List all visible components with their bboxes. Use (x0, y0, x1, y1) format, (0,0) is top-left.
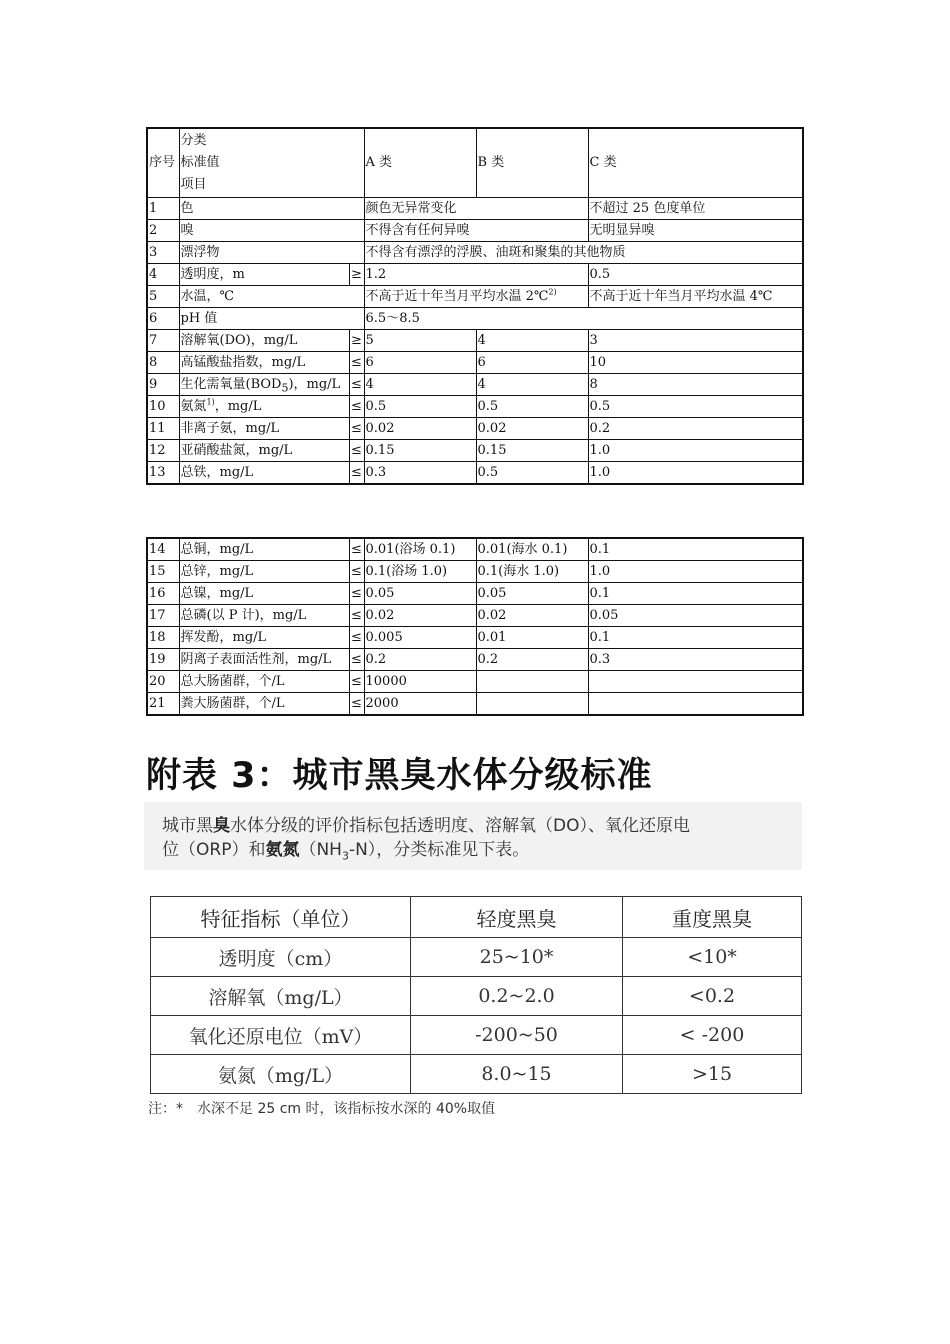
row-value-c: 1.0 (588, 561, 803, 583)
row-value-a: 4 (364, 374, 476, 396)
row-value-c (588, 671, 803, 693)
table-row (151, 1055, 802, 1094)
row-value-a: 10000 (364, 671, 476, 693)
row-value-b: 4 (476, 374, 588, 396)
row-number: 21 (147, 693, 179, 716)
row-comparator: ≤ (349, 352, 364, 374)
row-item: 阴离子表面活性剂，mg/L (179, 649, 349, 671)
row-value-b: 0.05 (476, 583, 588, 605)
row-comparator: ≤ (349, 649, 364, 671)
table-row (147, 308, 803, 330)
table-header-row (147, 128, 803, 198)
row-comparator: ≤ (349, 605, 364, 627)
row-value-a: 0.3 (364, 462, 476, 485)
row-value-c: 3 (588, 330, 803, 352)
row-number: 2 (147, 220, 179, 242)
heavy-value-cell: <10* (623, 938, 802, 977)
grading-header-row (151, 897, 802, 938)
header-light: 轻度黑臭 (411, 897, 623, 938)
row-comparator: ≤ (349, 396, 364, 418)
table-row (147, 462, 803, 485)
row-value-b: 0.15 (476, 440, 588, 462)
row-comparator: ≤ (349, 418, 364, 440)
row-number: 4 (147, 264, 179, 286)
header-no: 序号 (147, 128, 179, 198)
black-odor-grading-table (150, 896, 802, 1094)
row-value-ab: 不得含有任何异嗅 (364, 220, 588, 242)
row-item: pH 值 (179, 308, 364, 330)
row-number: 9 (147, 374, 179, 396)
water-quality-table-part1 (146, 127, 804, 485)
row-value-b: 0.02 (476, 418, 588, 440)
row-value-b (476, 693, 588, 716)
row-value-ab: 颜色无异常变化 (364, 198, 588, 220)
row-comparator: ≥ (349, 330, 364, 352)
row-value-c: 0.1 (588, 627, 803, 649)
row-value-b (476, 671, 588, 693)
row-value-c: 不超过 25 色度单位 (588, 198, 803, 220)
header-category-line1: 分类 (180, 133, 207, 148)
row-value-c: 0.5 (588, 396, 803, 418)
row-value-a: 0.05 (364, 583, 476, 605)
table-row (151, 938, 802, 977)
table-row (147, 198, 803, 220)
heavy-value-cell: <0.2 (623, 977, 802, 1016)
row-item: 总镍，mg/L (179, 583, 349, 605)
row-comparator: ≤ (349, 440, 364, 462)
table-row (147, 330, 803, 352)
row-number: 17 (147, 605, 179, 627)
row-value-a: 2000 (364, 693, 476, 716)
table-row (151, 1016, 802, 1055)
row-value-a: 0.2 (364, 649, 476, 671)
row-item: 生化需氧量$(BOD_5)$，mg/L (179, 374, 349, 396)
row-number: 20 (147, 671, 179, 693)
table-row (147, 220, 803, 242)
row-number: 19 (147, 649, 179, 671)
row-value-b: 0.1(海水 1.0) (476, 561, 588, 583)
row-value-all: 不得含有漂浮的浮膜、油斑和聚集的其他物质 (364, 242, 803, 264)
row-value-c: 1.0 (588, 440, 803, 462)
row-comparator: ≤ (349, 671, 364, 693)
row-value-b: 0.5 (476, 396, 588, 418)
table-row (147, 286, 803, 308)
row-item: 亚硝酸盐氮，mg/L (179, 440, 349, 462)
row-comparator: ≤ (349, 561, 364, 583)
table-row (147, 396, 803, 418)
row-value-b: 0.2 (476, 649, 588, 671)
table-row (147, 418, 803, 440)
row-comparator: ≤ (349, 374, 364, 396)
row-value-c: 0.1 (588, 583, 803, 605)
header-class-a: A 类 (364, 128, 476, 198)
row-number: 3 (147, 242, 179, 264)
row-number: 11 (147, 418, 179, 440)
row-value-a: 0.02 (364, 605, 476, 627)
indicator-cell: 溶解氧（mg/L） (151, 977, 411, 1016)
row-value-c: 1.0 (588, 462, 803, 485)
table-row (147, 605, 803, 627)
table-row (147, 561, 803, 583)
row-item: 嗅 (179, 220, 364, 242)
row-value-c: 10 (588, 352, 803, 374)
row-value-c: 8 (588, 374, 803, 396)
row-value-ab: 不高于近十年当月平均水温 2℃$^{2)}$ (364, 286, 588, 308)
table-row (147, 538, 803, 561)
row-value-a: 0.15 (364, 440, 476, 462)
row-value-c: 0.5 (588, 264, 803, 286)
row-item: 溶解氧(DO)，mg/L (179, 330, 349, 352)
intro-line1: 城市黑臭水体分级的评价指标包括透明度、溶解氧（DO）、氧化还原电 (162, 816, 690, 836)
row-item: 总锌，mg/L (179, 561, 349, 583)
table-row (147, 242, 803, 264)
row-value-c: 0.3 (588, 649, 803, 671)
row-item: 高锰酸盐指数，mg/L (179, 352, 349, 374)
heavy-value-cell: < -200 (623, 1016, 802, 1055)
row-value-b: 0.5 (476, 462, 588, 485)
indicator-cell: 氨氮（mg/L） (151, 1055, 411, 1094)
table-row (147, 352, 803, 374)
row-number: 18 (147, 627, 179, 649)
table-row (151, 977, 802, 1016)
row-value-c: 不高于近十年当月平均水温 4℃ (588, 286, 803, 308)
header-category (179, 128, 364, 198)
row-item: 非离子氨，mg/L (179, 418, 349, 440)
row-item: 粪大肠菌群，个/L (179, 693, 349, 716)
row-value-c: 无明显异嗅 (588, 220, 803, 242)
row-number: 8 (147, 352, 179, 374)
row-comparator: ≤ (349, 627, 364, 649)
row-number: 13 (147, 462, 179, 485)
row-number: 12 (147, 440, 179, 462)
header-class-c: C 类 (588, 128, 803, 198)
row-value-a: 0.02 (364, 418, 476, 440)
row-value-c: 0.1 (588, 538, 803, 561)
row-value-a: 0.005 (364, 627, 476, 649)
light-value-cell: 0.2~2.0 (411, 977, 623, 1016)
table-row (147, 649, 803, 671)
row-value-a: 0.01(浴场 0.1) (364, 538, 476, 561)
row-item: 总磷(以 P 计)，mg/L (179, 605, 349, 627)
row-value-b: 6 (476, 352, 588, 374)
table-row (147, 583, 803, 605)
header-category-line3: 项目 (180, 177, 207, 192)
row-value-all: 6.5～8.5 (364, 308, 803, 330)
table-row (147, 264, 803, 286)
row-comparator: ≥ (349, 264, 364, 286)
row-number: 6 (147, 308, 179, 330)
footnote: 注：* 水深不足 25 cm 时，该指标按水深的 40%取值 (148, 1101, 496, 1117)
row-value-a: 6 (364, 352, 476, 374)
row-comparator: ≤ (349, 583, 364, 605)
intro-line2: 位（ORP）和氨氮$(NH_3-N)$，分类标准见下表。 (162, 840, 530, 863)
row-comparator: ≤ (349, 462, 364, 485)
row-value-ab: 1.2 (364, 264, 588, 286)
grading-intro-box (144, 802, 802, 870)
table-row (147, 627, 803, 649)
row-number: 10 (147, 396, 179, 418)
table-row (147, 693, 803, 716)
row-number: 5 (147, 286, 179, 308)
row-item: 水温，℃ (179, 286, 364, 308)
indicator-cell: 透明度（cm） (151, 938, 411, 977)
row-value-c (588, 693, 803, 716)
row-value-a: 5 (364, 330, 476, 352)
header-category-line2: 标准值 (180, 155, 220, 170)
row-comparator: ≤ (349, 693, 364, 716)
row-number: 14 (147, 538, 179, 561)
header-class-b: B 类 (476, 128, 588, 198)
row-value-c: 0.2 (588, 418, 803, 440)
row-value-b: 0.02 (476, 605, 588, 627)
row-item: 总大肠菌群，个/L (179, 671, 349, 693)
row-item: 漂浮物 (179, 242, 364, 264)
table-row (147, 440, 803, 462)
row-number: 15 (147, 561, 179, 583)
row-value-a: 0.5 (364, 396, 476, 418)
row-item: 色 (179, 198, 364, 220)
row-value-b: 0.01 (476, 627, 588, 649)
row-number: 1 (147, 198, 179, 220)
light-value-cell: -200~50 (411, 1016, 623, 1055)
row-item: 氨氮$^{1)}$，mg/L (179, 396, 349, 418)
row-comparator: ≤ (349, 538, 364, 561)
water-quality-table-part2 (146, 537, 804, 716)
table-row (147, 374, 803, 396)
light-value-cell: 25~10* (411, 938, 623, 977)
row-item: 总铜，mg/L (179, 538, 349, 561)
row-value-b: 4 (476, 330, 588, 352)
row-item: 总铁，mg/L (179, 462, 349, 485)
light-value-cell: 8.0~15 (411, 1055, 623, 1094)
indicator-cell: 氧化还原电位（mV） (151, 1016, 411, 1055)
header-indicator: 特征指标（单位） (151, 897, 411, 938)
row-value-b: 0.01(海水 0.1) (476, 538, 588, 561)
row-item: 透明度，m (179, 264, 349, 286)
header-heavy: 重度黑臭 (623, 897, 802, 938)
table-row (147, 671, 803, 693)
row-number: 7 (147, 330, 179, 352)
row-item: 挥发酚，mg/L (179, 627, 349, 649)
row-value-c: 0.05 (588, 605, 803, 627)
heavy-value-cell: >15 (623, 1055, 802, 1094)
appendix-heading: 附表 3：城市黑臭水体分级标准 (146, 756, 653, 796)
row-number: 16 (147, 583, 179, 605)
row-value-a: 0.1(浴场 1.0) (364, 561, 476, 583)
